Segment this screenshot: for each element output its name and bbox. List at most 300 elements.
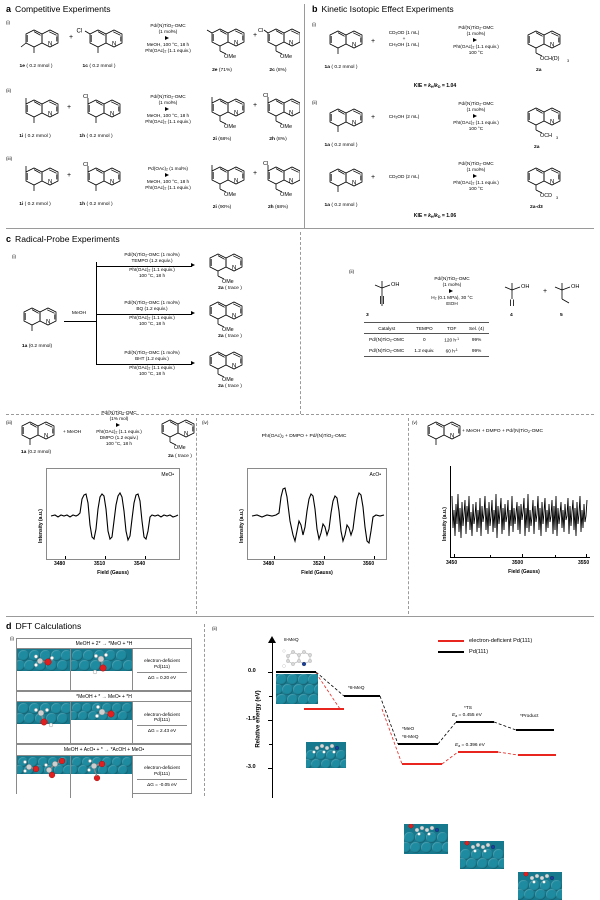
dft-image-1b (71, 649, 133, 690)
label-1a-b-i: 1a ( 0.2 mmol ) (324, 65, 358, 70)
epr-iv-ylabel: Intensity (a.u.) (238, 509, 245, 543)
structure-2i-a-iii (204, 160, 252, 200)
panel-b (312, 4, 596, 14)
label-ea-red: $E_a = 0.396$ eV (455, 743, 485, 748)
solvent-c-i: MeOH (71, 311, 87, 316)
dft-surface-3a: electron-deficient (144, 765, 180, 771)
roman-a-ii: (ii) (6, 88, 12, 93)
svg-text:N: N (234, 110, 239, 117)
cond-b-ii-top2: (1 mol%) (466, 107, 486, 113)
svg-text:N: N (46, 319, 51, 326)
th-sel: Sel. (4) (469, 325, 485, 331)
epr-v-xtick-1: 3450 (446, 560, 458, 566)
panel-b-header (312, 4, 596, 14)
cond-c-ii-bot2: EtOH (446, 301, 458, 307)
acoh-meo-complex-3b (85, 758, 119, 784)
reaction-arrow-b-i (440, 25, 512, 56)
structure-1a-b-ii (320, 104, 368, 140)
label-1a-c-i: 1a (0.2 mmol) (21, 344, 53, 349)
dft-surface-2a: electron-deficient (144, 711, 180, 717)
svg-text:N: N (44, 433, 49, 440)
structure-1a-c-v (422, 418, 464, 450)
scheme-c-i (6, 250, 296, 410)
epr-iv-xtick-1: 3480 (263, 561, 275, 567)
svg-text:N: N (289, 40, 294, 47)
structure-1c (76, 26, 126, 60)
energy-profile-chart (212, 624, 596, 799)
dft-dg-3: ΔG = -0.05 eV (137, 779, 187, 788)
cond-a-i-bot2: $PhI(OAc)_2$ (1.1 equiv.) (145, 48, 191, 54)
label-2a-c-i-3: 2a ( trace ) (218, 384, 242, 389)
structure-2h-a-ii (258, 92, 300, 132)
svg-text:Cl: Cl (263, 93, 269, 99)
label-ads: *8-MeQ (348, 686, 365, 691)
level-black-ads (344, 695, 380, 697)
chart-ylabel: Relative energy (eV) (255, 690, 262, 748)
roman-b-i: (i) (312, 22, 317, 27)
svg-text:OCH: OCH (540, 133, 552, 139)
label-2a-d3: 2a-d3 (530, 205, 543, 210)
cond-b-ii-top1: Pd/(N)TiO$_2$-OMC (458, 101, 494, 107)
svg-text:OMe: OMe (224, 54, 237, 60)
label-2c: 2c (8%) (269, 68, 287, 73)
label-1i-a-iii: 1i ( 0.2 mmol ) (19, 202, 51, 207)
table-row (364, 345, 489, 356)
cell-sel-2: 99% (471, 348, 482, 354)
svg-text:N: N (48, 179, 53, 186)
svg-text:N: N (48, 41, 53, 48)
reaction-arrow-a-i (134, 23, 202, 54)
dft-surface-1b: Pd(111) (154, 664, 170, 670)
reaction-arrow-a-ii (134, 94, 202, 125)
svg-text:OH: OH (521, 284, 530, 290)
cond-c-iii-top2: (1% mol) (109, 416, 129, 422)
svg-text:N: N (232, 313, 237, 320)
dft-image-2b (71, 702, 133, 743)
reagents-b-iii (375, 174, 433, 180)
panel-a (6, 4, 294, 14)
cond-c-i-b1-top2: TEMPO (1.2 equiv.) (131, 258, 173, 264)
level-black-ts (456, 721, 494, 723)
reagent-b-i-plus: + (402, 36, 406, 42)
svg-text:N: N (352, 180, 357, 187)
structure-5 (548, 278, 590, 312)
epr-v-xaxis (450, 557, 590, 558)
epr-plot-v (450, 466, 590, 558)
epr-v-xtick-2: 3500 (512, 560, 524, 566)
dft-text-2 (133, 702, 191, 743)
cond-b-i-bot2: 100 °C (468, 50, 484, 56)
scheme-a-row-3 (6, 156, 296, 218)
svg-text:N: N (550, 119, 555, 126)
plus-a-ii: + (67, 104, 72, 111)
plus-a-ii-product: + (253, 102, 258, 109)
cond-c-i-b3-bot2: 100 °C, 18 h (138, 371, 166, 377)
label-2i-a-iii: 2i (90%) (212, 205, 232, 210)
cond-c-i-b3-top2: BHT (1.2 equiv.) (135, 356, 169, 362)
label-inter-1: *MeO (402, 727, 415, 732)
structure-2c (258, 24, 300, 62)
legend-label-red: electron-deficient Pd(111) (469, 638, 533, 644)
panel-c (6, 234, 296, 244)
svg-text:Cl: Cl (263, 161, 269, 167)
svg-text:OCH(D): OCH(D) (540, 56, 560, 62)
pd-slab-inter (404, 824, 448, 854)
cond-c-iii-top1: Pd/(N)TiO$_2$-OMC (101, 410, 137, 416)
label-1h-a-iii-2: 1h ( 0.2 mmol ) (79, 202, 113, 207)
cond-c-ii-top2: (1 mol%) (442, 282, 462, 288)
dft-surface-2b: Pd(111) (154, 717, 170, 723)
scheme-c-v (412, 418, 596, 614)
svg-text:3: 3 (567, 59, 570, 63)
reagent-b-i-2: $CH_3OH$ (1 mL) (388, 42, 420, 48)
dft-dg-1: ΔG = 0.20 eV (137, 672, 187, 681)
panel-c-header (6, 234, 296, 244)
svg-text:OH: OH (391, 282, 400, 288)
caption-c-v: + MeOH + DMPO + Pd/(N)TiO$_2$-OMC (462, 429, 544, 434)
label-1e: 1e ( 0.2 mmol ) (19, 64, 53, 69)
dft-surface-1a: electron-deficient (144, 658, 180, 664)
cond-a-i-bot1: MeOH, 100 °C, 18 h (146, 42, 190, 48)
svg-text:N: N (234, 178, 239, 185)
level-black-product (516, 729, 554, 731)
label-4: 4 (510, 313, 513, 318)
label-2a-c-iii: 2a ( trace ) (168, 454, 192, 459)
label-1a-b-ii: 1a ( 0.2 mmol ) (324, 143, 358, 148)
epr-v-xtick-3: 3550 (578, 560, 590, 566)
dft-image-2a (17, 702, 71, 743)
svg-text:N: N (352, 120, 357, 127)
label-2a-c-i-1: 2a ( trace ) (218, 286, 242, 291)
svg-text:OCD: OCD (540, 193, 552, 199)
level-black-start (276, 671, 316, 673)
divider-ab-c (6, 228, 594, 229)
roman-c-iv: (iv) (202, 420, 209, 425)
structure-2i (204, 92, 252, 132)
reaction-arrow-b-iii (440, 161, 512, 192)
cond-c-ii-bot1: $H_2$ (0.1 MPa), 30 °C (431, 295, 473, 301)
label-2h-a-iii-2: 2h (68%) (267, 205, 289, 210)
cell-sel-1: 99% (471, 337, 482, 343)
roman-d-ii: (ii) (212, 626, 218, 631)
cond-a-i-top1: Pd/(N)TiO$_2$-OMC (150, 23, 186, 29)
cell-tempo-2: 1.2 equiv. (414, 348, 435, 354)
svg-text:N: N (550, 42, 555, 49)
th-tempo: TEMPO (415, 325, 433, 331)
dft-dg-2: ΔG = 2.43 eV (137, 725, 187, 734)
panel-c-title: Radical-Probe Experiments (15, 234, 120, 244)
plus-b-ii: + (371, 114, 376, 121)
cell-tof-2: 60 $h^{-1}$ (445, 347, 458, 354)
plus-a-i-product: + (253, 32, 258, 39)
epr-v-ylabel: Intensity (a.u.) (441, 507, 448, 541)
methoxy-radical-2b (93, 705, 121, 723)
label-inter-2: *8-MeQ (402, 735, 419, 740)
pd-slab-product (518, 872, 562, 900)
roman-d-i: (i) (10, 636, 15, 641)
legend-label-black: Pd(111) (469, 649, 489, 655)
svg-text:N: N (110, 179, 115, 186)
reagents-b-i (375, 30, 433, 48)
epr-iii-radical-label: MeO• (161, 472, 174, 478)
svg-text:N: N (232, 265, 237, 272)
epr-iii-xtick-1: 3480 (54, 561, 66, 567)
label-2a-b-i: 2a (536, 68, 542, 73)
dft-row-1 (17, 649, 191, 691)
epr-iii-trace (47, 469, 181, 561)
level-red-ts (458, 751, 498, 753)
dft-image-1a (17, 649, 71, 690)
label-2e: 2e (71%) (212, 68, 232, 73)
structure-4 (498, 278, 540, 312)
svg-text:N: N (352, 42, 357, 49)
svg-text:N: N (110, 111, 115, 118)
level-red-inter (402, 763, 442, 765)
cond-c-i-b2-top2: BQ (1.2 equiv.) (136, 306, 168, 312)
epr-v-yaxis (450, 466, 451, 558)
structure-1a-b-i (320, 26, 368, 62)
methanol-molecule-1a (31, 653, 57, 669)
structure-1e (14, 26, 62, 60)
kie-value-1: KIE = $k_H/k_D = 1.04$ (413, 83, 457, 89)
cond-c-iii-bot3: 100 °C, 18 h (105, 441, 133, 447)
panel-a-header (6, 4, 294, 14)
roman-c-iii: (iii) (6, 420, 13, 425)
table-row (364, 334, 489, 345)
cond-b-i-top1: Pd/(N)TiO$_2$-OMC (458, 25, 494, 31)
stem-horizontal (64, 321, 96, 322)
table-header-row (364, 323, 489, 334)
svg-text:N: N (289, 110, 294, 117)
epr-iii-xlabel: Field (Gauss) (97, 570, 129, 576)
epr-iii-ylabel: Intensity (a.u.) (37, 509, 44, 543)
svg-text:OMe: OMe (224, 192, 237, 198)
epr-iv-xtick-2: 3520 (313, 561, 325, 567)
panel-d-letter: d (6, 621, 12, 631)
adsorbed-methanol-2a (31, 708, 59, 730)
pd-slab-red-ads (306, 742, 346, 768)
roman-a-iii: (iii) (6, 156, 13, 161)
meoh-aco-complex-3a (21, 758, 71, 780)
label-2a-c-i-2: 2a ( trace ) (218, 334, 242, 339)
structure-1a-c-iii (14, 418, 58, 452)
scheme-a-row-1 (6, 20, 296, 82)
cond-b-ii-bot2: 100 °C (468, 126, 484, 132)
structure-2a-c-i-2 (202, 296, 252, 334)
svg-text:N: N (550, 179, 555, 186)
dft-equation-1: MeOH + 2* → *MeO + *H (17, 639, 191, 649)
panel-b-letter: b (312, 4, 318, 14)
svg-text:Cl: Cl (76, 28, 83, 35)
cond-a-ii-top2: (1 mol%) (158, 100, 178, 106)
structure-1i (14, 94, 62, 130)
structure-2e (204, 24, 252, 62)
cell-tempo-1: 0 (423, 337, 426, 343)
cond-c-i-b2-bot: $PhI(OAc)_2$ (1.1 equiv.) 100 °C, 18 h (98, 315, 206, 327)
cell-catalyst-2: Pd/(N)TiO$_2$-OMC (369, 347, 405, 354)
structure-2a-d3 (520, 162, 572, 202)
cond-c-ii-top1: Pd/(N)TiO$_2$-OMC (434, 276, 470, 282)
dft-surface-3b: Pd(111) (154, 770, 170, 776)
reagent-b-iii-1: $CD_3OD$ (2 mL) (388, 174, 420, 180)
svg-text:OMe: OMe (280, 54, 293, 60)
epr-plot-iv (247, 468, 387, 560)
cond-b-ii-bot1: $PhI(OAc)_2$ (1.1 equiv.) (453, 120, 499, 126)
reaction-arrow-c-iii (86, 410, 152, 447)
reaction-arrow-b-ii (440, 101, 512, 132)
pd-slab-ts (460, 841, 504, 869)
svg-text:N: N (48, 111, 53, 118)
cond-b-i-bot1: $PhI(OAc)_2$ (1.1 equiv.) (453, 44, 499, 50)
divider-ci-cii (300, 232, 301, 414)
plus-a-i: + (69, 34, 74, 41)
dft-row-2 (17, 702, 191, 744)
plus-b-iii: + (371, 174, 376, 181)
level-black-inter (398, 743, 438, 745)
label-product: *Product (520, 714, 539, 719)
reaction-arrow-a-iii (134, 166, 202, 191)
scheme-b-row-1 (312, 22, 598, 82)
svg-text:Cl: Cl (258, 28, 264, 34)
cell-catalyst-1: Pd/(N)TiO$_2$-OMC (369, 336, 405, 343)
dft-text-3 (133, 756, 191, 798)
structure-3 (366, 276, 414, 312)
cond-c-i-b2-bot2: 100 °C, 18 h (138, 321, 166, 327)
cond-a-iii-top1: $Pd(OAc)_2$ (1 mol%) (148, 166, 188, 172)
divider-ciii-civ (196, 418, 197, 614)
cond-a-ii-top1: Pd/(N)TiO$_2$-OMC (150, 94, 186, 100)
dft-equation-3: MeOH + AcO• + * → *AcOH + MeO• (17, 744, 191, 755)
divider-c-d (6, 616, 594, 617)
scheme-c-iv (202, 418, 402, 614)
label-5: 5 (560, 313, 563, 318)
svg-text:OMe: OMe (174, 445, 186, 451)
chart-ytick-0: 0.0 (248, 668, 256, 674)
svg-text:N: N (450, 433, 455, 440)
cond-a-iii-bot1: MeOH, 100 °C, 18 h (146, 179, 190, 185)
cond-b-i-top2: (1 mol%) (466, 31, 486, 37)
structure-2a-b-ii (520, 102, 572, 142)
panel-a-title: Competitive Experiments (15, 4, 111, 14)
label-ea-black: $E_a = 0.455$ eV (452, 713, 482, 718)
cond-b-iii-top2: (1 mol%) (466, 167, 486, 173)
plus-b-i: + (371, 38, 376, 45)
roman-b-ii: (ii) (312, 100, 318, 105)
cond-c-iii-bot2: DMPO (1.2 equiv.) (99, 435, 139, 441)
dft-row-3 (17, 756, 191, 798)
panel-b-title: Kinetic Isotopic Effect Experiments (321, 4, 454, 14)
catalyst-table (364, 322, 489, 357)
structure-1i-a-iii (14, 162, 62, 198)
structure-2a-b-i (520, 25, 572, 65)
chart-connectors (212, 624, 596, 799)
coreagent-c-iii: + MeOH (62, 430, 82, 435)
epr-iii-xtick-3: 3540 (134, 561, 146, 567)
epr-iv-xtick-3: 3560 (363, 561, 375, 567)
cond-a-ii-bot2: $PhI(OAc)_2$ (1.1 equiv.) (145, 119, 191, 125)
structure-1a-b-iii (320, 164, 368, 200)
label-1a-c-iii: 1a (0.2 mmol) (20, 450, 52, 455)
scheme-b-row-3 (312, 160, 598, 218)
epr-iii-xtick-2: 3510 (94, 561, 106, 567)
reaction-arrow-c-ii (414, 276, 490, 307)
cond-c-i-b1-bot2: 100 °C, 18 h (138, 273, 166, 279)
level-red-ads (304, 708, 344, 710)
svg-text:OMe: OMe (280, 124, 293, 130)
dft-image-3a (17, 756, 71, 798)
dft-equation-2: *MeOH + * → MeO• + *H (17, 691, 191, 702)
dft-text-1 (133, 649, 191, 690)
cond-c-i-b1-bot: $PhI(OAc)_2$ (1.1 equiv.) 100 °C, 18 h (98, 267, 206, 279)
structure-2a-c-i-3 (202, 346, 252, 384)
label-2a-b-ii: 2a (534, 145, 540, 150)
8-meq-molecule (280, 646, 314, 670)
epr-v-trace (450, 466, 590, 558)
panel-d-title: DFT Calculations (15, 621, 82, 631)
epr-iv-radical-label: AcO• (369, 472, 381, 478)
roman-c-v: (v) (412, 420, 418, 425)
label-ts: *TS (464, 706, 472, 711)
label-1h-a-ii: 1h ( 0.2 mmol ) (79, 134, 113, 139)
svg-text:N: N (234, 40, 239, 47)
structure-1h (74, 94, 124, 130)
epr-v-xlabel: Field (Gauss) (508, 569, 540, 575)
methoxy-fragment-1b (91, 653, 119, 677)
reagents-b-ii (375, 114, 433, 120)
scheme-a-row-2 (6, 88, 296, 150)
svg-text:OMe: OMe (222, 377, 234, 383)
plus-c-ii: + (543, 288, 548, 295)
cond-c-i-b3-top: Pd/(N)TiO$_2$-OMC (1 mol%) BHT (1.2 equiv.) (98, 350, 206, 362)
svg-text:Cl: Cl (83, 94, 89, 100)
label-2h-a-ii: 2h (8%) (269, 137, 287, 142)
label-1i-a-ii: 1i ( 0.2 mmol ) (19, 134, 51, 139)
divider-a-b (304, 4, 305, 228)
svg-text:N: N (289, 178, 294, 185)
svg-text:3: 3 (556, 136, 559, 140)
cond-c-iii-bot1: $PhI(OAc)_2$ (1.1 equiv.) (96, 429, 142, 435)
label-start: 8-MeQ (284, 638, 299, 643)
caption-c-iv: $PhI(OAc)_2$ + DMPO + Pd/(N)TiO$_2$-OMC (261, 434, 347, 439)
svg-text:Cl: Cl (83, 162, 89, 168)
scheme-c-iii (6, 410, 194, 614)
structure-2h-a-iii (258, 160, 300, 200)
svg-text:N: N (112, 41, 117, 48)
pd-slab-start (276, 674, 318, 704)
svg-text:OH: OH (571, 284, 580, 290)
structure-1a-c-i (14, 302, 66, 342)
structure-2a-c-i-1 (202, 248, 252, 286)
chart-ytick-2: -3.0 (246, 764, 256, 770)
svg-text:N: N (184, 431, 189, 438)
plus-a-iii: + (67, 172, 72, 179)
cond-c-i-b2-top: Pd/(N)TiO$_2$-OMC (1 mol%) BQ (1.2 equiv.) (98, 300, 206, 312)
cond-a-ii-bot1: MeOH, 100 °C, 18 h (146, 113, 190, 119)
divider-civ-cv (408, 418, 409, 614)
scheme-b-row-2 (312, 100, 598, 158)
epr-iv-xlabel: Field (Gauss) (301, 570, 333, 576)
panel-a-letter: a (6, 4, 12, 14)
epr-iv-trace (248, 469, 388, 561)
kie-value-2: KIE = $k_H/k_D = 1.06$ (413, 213, 457, 219)
level-red-product (518, 754, 556, 756)
reagent-b-ii-1: $CH_3OH$ (2 mL) (388, 114, 420, 120)
dft-table (16, 638, 192, 794)
svg-text:3: 3 (556, 196, 559, 200)
svg-text:N: N (232, 363, 237, 370)
cond-c-i-b1-top: Pd/(N)TiO$_2$-OMC (1 mol%) TEMPO (1.2 equiv.) (98, 252, 206, 264)
structure-1h-a-iii (74, 162, 124, 198)
